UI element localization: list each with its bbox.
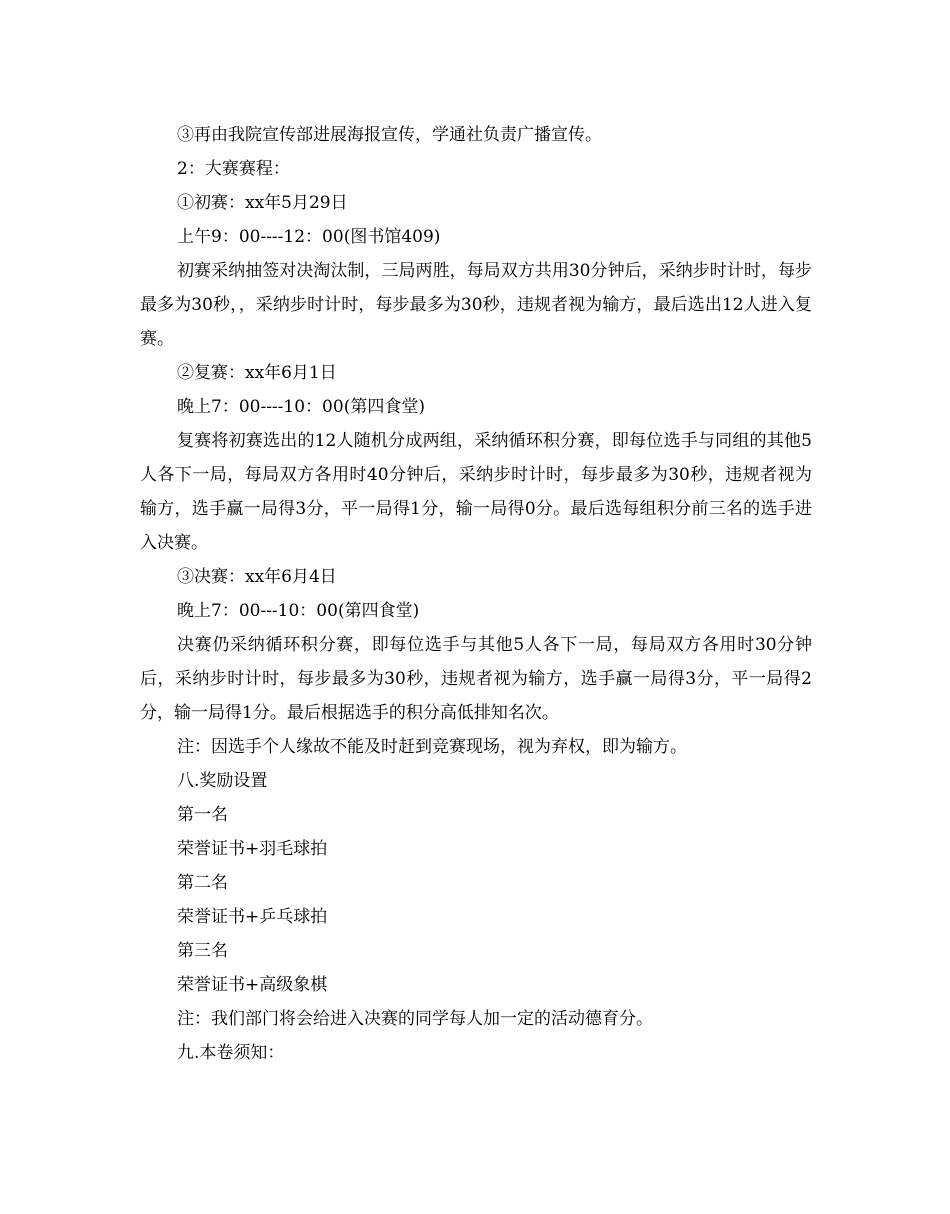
document-body (140, 118, 812, 1070)
semifinal-date: ②复赛：xx年6月1日 (177, 363, 337, 383)
final-date: ③决赛：xx年6月4日 (177, 567, 337, 587)
publicity-line: ③再由我院宣传部进展海报宣传，学通社负责广播宣传。 (177, 125, 602, 145)
second-place-label: 第二名 (177, 873, 228, 893)
awards-heading: 八.奖励设置 (177, 771, 268, 791)
first-place-label: 第一名 (177, 805, 228, 825)
first-place-prize: 荣誉证书+羽毛球拍 (177, 839, 328, 859)
notice-heading: 九.本卷须知： (177, 1043, 285, 1063)
preliminary-date: ①初赛：xx年5月29日 (177, 193, 348, 213)
final-time: 晚上7：00---10：00(第四食堂) (177, 601, 420, 621)
second-place-prize: 荣誉证书+乒乓球拍 (177, 907, 328, 927)
preliminary-rules: 初赛采纳抽签对决淘汰制，三局两胜，每局双方共用30分钟后，采纳步时计时，每步最多为30秒，，采纳步时计时，每步最多为30秒，违规者视为输方，最后选出12人进入复赛。 (140, 261, 812, 349)
schedule-heading: 2：大赛赛程： (177, 159, 290, 179)
third-place-prize: 荣誉证书+高级象棋 (177, 975, 328, 995)
forfeit-note: 注：因选手个人缘故不能及时赶到竞赛现场，视为弃权，即为输方。 (177, 737, 687, 757)
credit-note: 注：我们部门将会给进入决赛的同学每人加一定的活动德育分。 (177, 1009, 653, 1029)
final-rules: 决赛仍采纳循环积分赛，即每位选手与其他5人各下一局，每局双方各用时30分钟后，采纳步时计时，每步最多为30秒，违规者视为输方，选手赢一局得3分，平一局得2分，输一局得1分。最后根据选手的积分高低排知名次。 (140, 635, 812, 723)
third-place-label: 第三名 (177, 941, 228, 961)
semifinal-rules: 复赛将初赛选出的12人随机分成两组，采纳循环积分赛，即每位选手与同组的其他5人各下一局，每局双方各用时40分钟后，采纳步时计时，每步最多为30秒，违规者视为输方，选手赢一局得3分，平一局得1分，输一局得0分。最后选每组积分前三名的选手进入决赛。 (140, 431, 812, 553)
preliminary-time: 上午9：00----12：00(图书馆409) (177, 227, 441, 247)
semifinal-time: 晚上7：00----10：00(第四食堂) (177, 397, 425, 417)
